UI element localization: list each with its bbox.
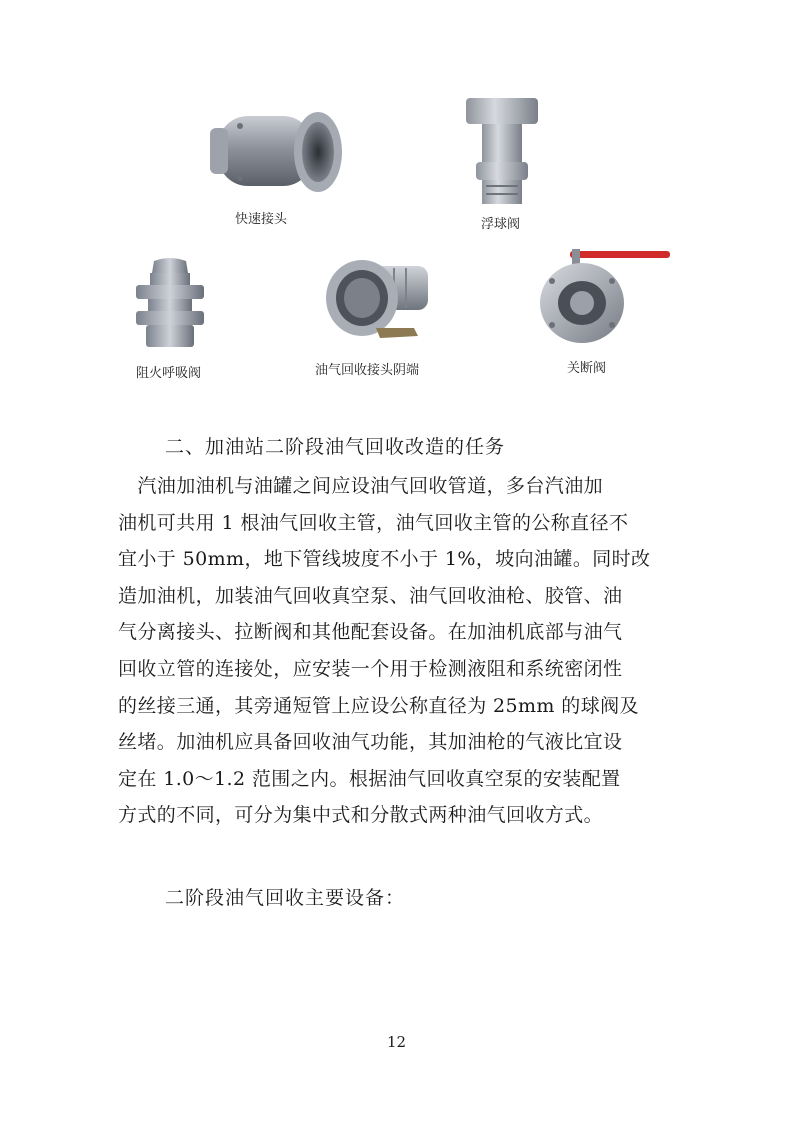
figure-caption: 浮球阀: [481, 217, 521, 232]
paragraph-line: 油机可共用 1 根油气回收主管，油气回收主管的公称直径不: [118, 511, 629, 534]
paragraph-line: 气分离接头、拉断阀和其他配套设备。在加油机底部与油气: [118, 621, 623, 644]
page-number: 12: [386, 1033, 407, 1051]
figure-caption: 油气回收接头阴端: [315, 363, 420, 378]
breather-valve-image: [128, 257, 212, 349]
paragraph-line: 丝堵。加油机应具备回收油气功能，其加油枪的气液比宜设: [118, 731, 623, 754]
figure-float-valve: [462, 96, 542, 208]
body-paragraph: [118, 468, 678, 834]
figure-caption: 快速接头: [235, 212, 288, 227]
paragraph-line: 汽油加油机与油罐之间应设油气回收管道，多台汽油加: [118, 475, 604, 497]
vapor-coupling-image: [322, 256, 434, 348]
figure-breather-valve: [128, 257, 212, 349]
figure-caption: 关断阀: [567, 361, 607, 376]
equipment-subheading: 二阶段油气回收主要设备：: [165, 887, 406, 909]
shutoff-valve-image: [538, 243, 672, 345]
figure-shutoff-valve: [538, 243, 672, 345]
paragraph-line: 造加油机，加装油气回收真空泵、油气回收油枪、胶管、油: [118, 584, 623, 607]
paragraph-line: 宜小于 50mm，地下管线坡度不小于 1%，坡向油罐。同时改: [118, 548, 651, 571]
quick-connector-image: [200, 102, 350, 204]
paragraph-line: 定在 1.0～1.2 范围之内。根据油气回收真空泵的安装配置: [118, 767, 621, 790]
float-valve-image: [462, 96, 542, 208]
figure-vapor-coupling: [322, 256, 434, 348]
paragraph-line: 回收立管的连接处，应安装一个用于检测液阻和系统密闭性: [118, 657, 623, 680]
paragraph-line: 方式的不同，可分为集中式和分散式两种油气回收方式。: [118, 804, 604, 827]
figure-quick-connector: [200, 102, 350, 204]
figure-caption: 阻火呼吸阀: [136, 366, 202, 381]
paragraph-line: 的丝接三通，其旁通短管上应设公称直径为 25mm 的球阀及: [118, 694, 639, 717]
section-heading: 二、加油站二阶段油气回收改造的任务: [165, 436, 506, 458]
